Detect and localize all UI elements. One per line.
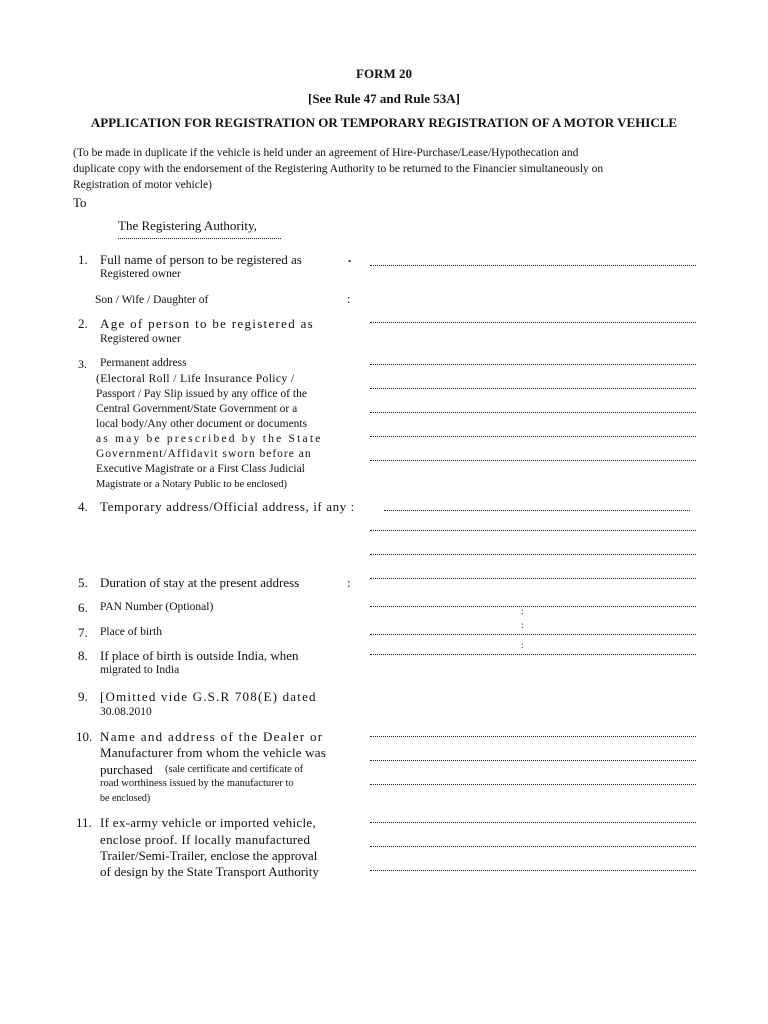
item-3-detail-3: Central Government/State Government or a: [96, 403, 298, 415]
item-3-detail-2: Passport / Pay Slip issued by any office of the: [96, 388, 307, 400]
item-4-number: 4.: [78, 499, 88, 514]
proof-field-2[interactable]: [370, 846, 696, 847]
age-field[interactable]: [370, 322, 696, 323]
item-8-label: If place of birth is outside India, when: [100, 648, 299, 663]
form-heading: APPLICATION FOR REGISTRATION OR TEMPORARY REGISTRATION OF A MOTOR VEHICLE: [90, 115, 678, 130]
item-9-number: 9.: [78, 689, 88, 704]
to-label: To: [73, 195, 87, 210]
item-3-detail-6: Government/Affidavit sworn before an: [96, 448, 312, 460]
item-11-label-4: of design by the State Transport Authority: [100, 864, 319, 879]
rule-reference: [See Rule 47 and Rule 53A]: [307, 91, 461, 106]
permanent-address-field-2[interactable]: [370, 388, 696, 389]
item-2-number: 2.: [78, 316, 88, 331]
temporary-address-field-1[interactable]: [384, 510, 690, 511]
migration-date-field[interactable]: [370, 654, 696, 655]
item-9-label-2: 30.08.2010: [100, 706, 152, 718]
item-3-detail-5: as may be prescribed by the State: [96, 433, 323, 445]
item-5-number: 5.: [78, 575, 88, 590]
item-10-number: 10.: [76, 729, 93, 744]
item-11-label-2: enclose proof. If locally manufactured: [100, 832, 311, 847]
item-1-mark: .: [348, 250, 352, 265]
proof-field-3[interactable]: [370, 870, 696, 871]
item-2-label: Age of person to be registered as: [100, 316, 315, 331]
item-1-label: Full name of person to be registered as: [100, 252, 302, 267]
item-10-label-2: Manufacturer from whom the vehicle was: [100, 745, 326, 760]
item-3-detail-1: (Electoral Roll / Life Insurance Policy /: [96, 373, 295, 385]
permanent-address-field-5[interactable]: [370, 460, 696, 461]
item-3-label: Permanent address: [100, 357, 187, 369]
relation-label: Son / Wife / Daughter of: [95, 294, 209, 306]
item-7-label: Place of birth: [100, 626, 162, 638]
item-10-label-3a: purchased: [100, 762, 153, 777]
item-5-label: Duration of stay at the present address: [100, 575, 300, 590]
instruction-note: [73, 145, 713, 193]
proof-field-1[interactable]: [370, 822, 696, 823]
item-10-label: Name and address of the Dealer or: [100, 729, 324, 744]
item-3-detail-7: Executive Magistrate or a First Class Judicial: [96, 463, 305, 475]
relation-colon: :: [347, 291, 351, 306]
temporary-address-field-3[interactable]: [370, 554, 696, 555]
item-4-label: Temporary address/Official address, if any :: [100, 499, 355, 514]
dealer-field-2[interactable]: [370, 760, 696, 761]
item-8-colon: :: [521, 640, 524, 650]
item-2-label-2: Registered owner: [100, 333, 181, 345]
item-10-label-3b: (sale certificate and certificate of: [165, 764, 304, 775]
item-3-details: [96, 372, 340, 492]
place-of-birth-field[interactable]: [370, 634, 696, 635]
item-3-detail-4: local body/Any other document or documents: [96, 418, 308, 430]
item-3-detail-8: Magistrate or a Notary Public to be enclosed): [96, 479, 287, 490]
owner-name-field[interactable]: [370, 265, 696, 266]
duration-of-stay-field[interactable]: [370, 578, 696, 579]
authority-field[interactable]: [118, 238, 281, 239]
note-line-3: Registration of motor vehicle): [73, 179, 212, 191]
dealer-field-1[interactable]: [370, 736, 696, 737]
item-10-label-5: be enclosed): [100, 793, 151, 804]
item-10-label-4: road worthiness issued by the manufacturer to: [100, 778, 294, 789]
item-6-label: PAN Number (Optional): [100, 601, 214, 613]
note-line-2: duplicate copy with the endorsement of the Registering Authority to be returned to the Financier simultaneously on: [73, 163, 604, 175]
permanent-address-field-1[interactable]: [370, 364, 696, 365]
permanent-address-field-4[interactable]: [370, 436, 696, 437]
item-7-colon: :: [521, 620, 524, 630]
item-8-number: 8.: [78, 648, 88, 663]
item-11-label-3: Trailer/Semi-Trailer, enclose the approval: [100, 848, 318, 863]
form-number: FORM 20: [356, 66, 412, 81]
item-11-label: If ex-army vehicle or imported vehicle,: [100, 815, 316, 830]
permanent-address-field-3[interactable]: [370, 412, 696, 413]
item-7-number: 7.: [78, 625, 88, 640]
authority-label: The Registering Authority,: [118, 218, 257, 233]
item-3-number: 3.: [78, 357, 87, 371]
temporary-address-field-2[interactable]: [370, 530, 696, 531]
item-8-label-2: migrated to India: [100, 664, 180, 676]
item-6-number: 6.: [78, 600, 88, 615]
item-11-number: 11.: [76, 815, 92, 830]
item-5-colon: :: [347, 575, 351, 590]
item-1-number: 1.: [78, 252, 88, 267]
item-1-label-2: Registered owner: [100, 268, 181, 280]
dealer-field-3[interactable]: [370, 784, 696, 785]
item-9-label: [Omitted vide G.S.R 708(E) dated: [100, 689, 317, 704]
note-line-1: (To be made in duplicate if the vehicle is held under an agreement of Hire-Purchase/Lease/Hypothecation and: [73, 147, 579, 159]
item-6-colon: :: [521, 606, 524, 616]
pan-number-field[interactable]: [370, 606, 696, 607]
